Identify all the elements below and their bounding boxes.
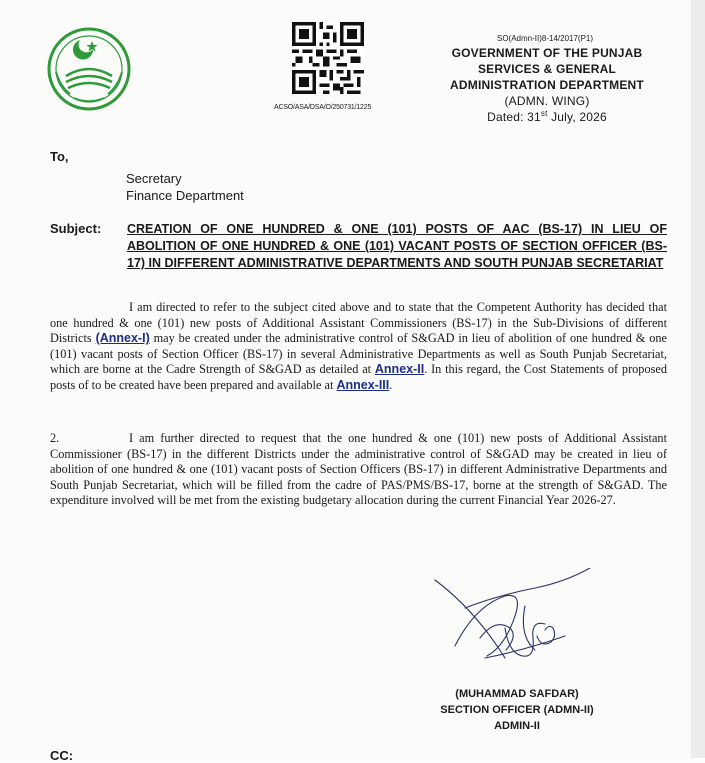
subject-label: Subject: (50, 221, 102, 236)
signatory-section: ADMIN-II (494, 720, 540, 732)
qr-code (292, 22, 364, 94)
paragraph-number: 2. (50, 431, 60, 445)
date-line: Dated: 31st July, 2026 (487, 109, 607, 124)
signatory-name: (MUHAMMAD SAFDAR) (455, 688, 579, 700)
signatory-block (424, 686, 610, 734)
department-line-2: ADMINISTRATION DEPARTMENT (450, 78, 644, 92)
paragraph-1: I am directed to refer to the subject cited above and to state that the Competent Authority has decided that one hundred & one (101) new posts of Additional Assistant Commissioners (BS-17) in the Sub-Divisions of different Districts (Annex-I) may be created under the administrative control of S&GAD in lieu of abolition of one hundred & one (101) vacant posts of Section Officer (BS-17) in several Administrative Departments as well as South Punjab Secretariat, which are borne at the Cadre Strength of S&GAD as detailed at Annex-II. In this regard, the Cost Statements of proposed posts of to be created have been prepared and available at Annex-III. (50, 300, 668, 392)
addressee (126, 170, 244, 204)
annex-2-link[interactable]: Annex-II (374, 362, 425, 377)
annex-3-link[interactable]: Annex-III (336, 377, 390, 392)
punjab-government-logo (46, 26, 132, 112)
to-label: To, (50, 149, 69, 164)
wing-line: (ADMN. WING) (504, 94, 590, 108)
government-line: GOVERNMENT OF THE PUNJAB (451, 46, 643, 60)
qr-reference-code: ACSO/ASA/DSA/O/250731/1225 (274, 104, 372, 111)
subject-text: CREATION OF ONE HUNDRED & ONE (101) POSTS OF AAC (BS-17) IN LIEU OF ABOLITION OF ONE HUNDRED & ONE (101) VACANT POSTS OF SECTION OFFICER (BS-17) IN DIFFERENT ADMINISTRATIVE DEPARTMENTS AND SOUTH PUNJAB SECRETARIAT (127, 222, 667, 270)
file-reference-number: SO(Admn-II)8-14/2017(P1) (497, 34, 594, 43)
handwritten-signature (425, 568, 595, 680)
issuing-office-header (438, 45, 656, 125)
addressee-department: Finance Department (126, 188, 244, 203)
signatory-designation: SECTION OFFICER (ADMN-II) (440, 704, 594, 716)
cc-label-partial: CC: (50, 748, 74, 763)
addressee-title: Secretary (126, 171, 182, 186)
paragraph-2: 2. I am further directed to request that the one hundred & one (101) new posts of Additional Assistant Commissioner (BS-17) in the different Districts under the administrative control of S&GAD may be created in lieu of abolition of one hundred & one (101) vacant posts of Section Officers (BS-17) in different Administrative Departments and South Punjab Secretariat, which will be filled from the cadre of PAS/PMS/BS-17, borne at the strength of S&GAD. The expenditure involved will be met from the existing budgetary allocation during the current Financial Year 2026-27. (50, 431, 667, 508)
annex-1-link[interactable]: (Annex-I) (95, 331, 150, 346)
page-edge (691, 0, 705, 758)
department-line-1: SERVICES & GENERAL (477, 62, 617, 76)
